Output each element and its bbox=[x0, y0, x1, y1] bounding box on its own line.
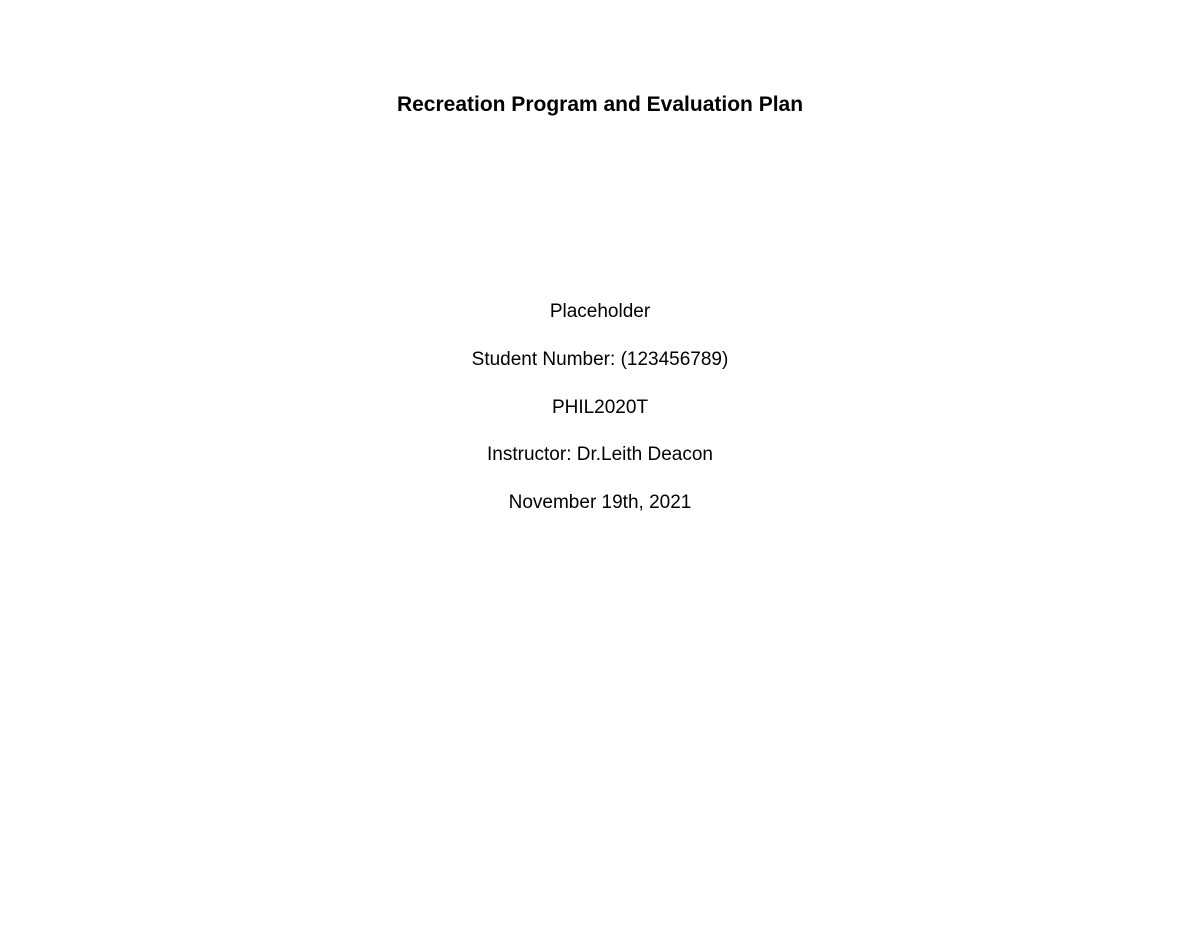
instructor-name: Instructor: Dr.Leith Deacon bbox=[487, 444, 713, 465]
author-name: Placeholder bbox=[549, 301, 651, 322]
document-date: November 19th, 2021 bbox=[508, 492, 692, 513]
document-title: Recreation Program and Evaluation Plan bbox=[396, 93, 804, 116]
student-number: Student Number: (123456789) bbox=[471, 349, 729, 370]
course-code: PHIL2020T bbox=[551, 397, 649, 418]
